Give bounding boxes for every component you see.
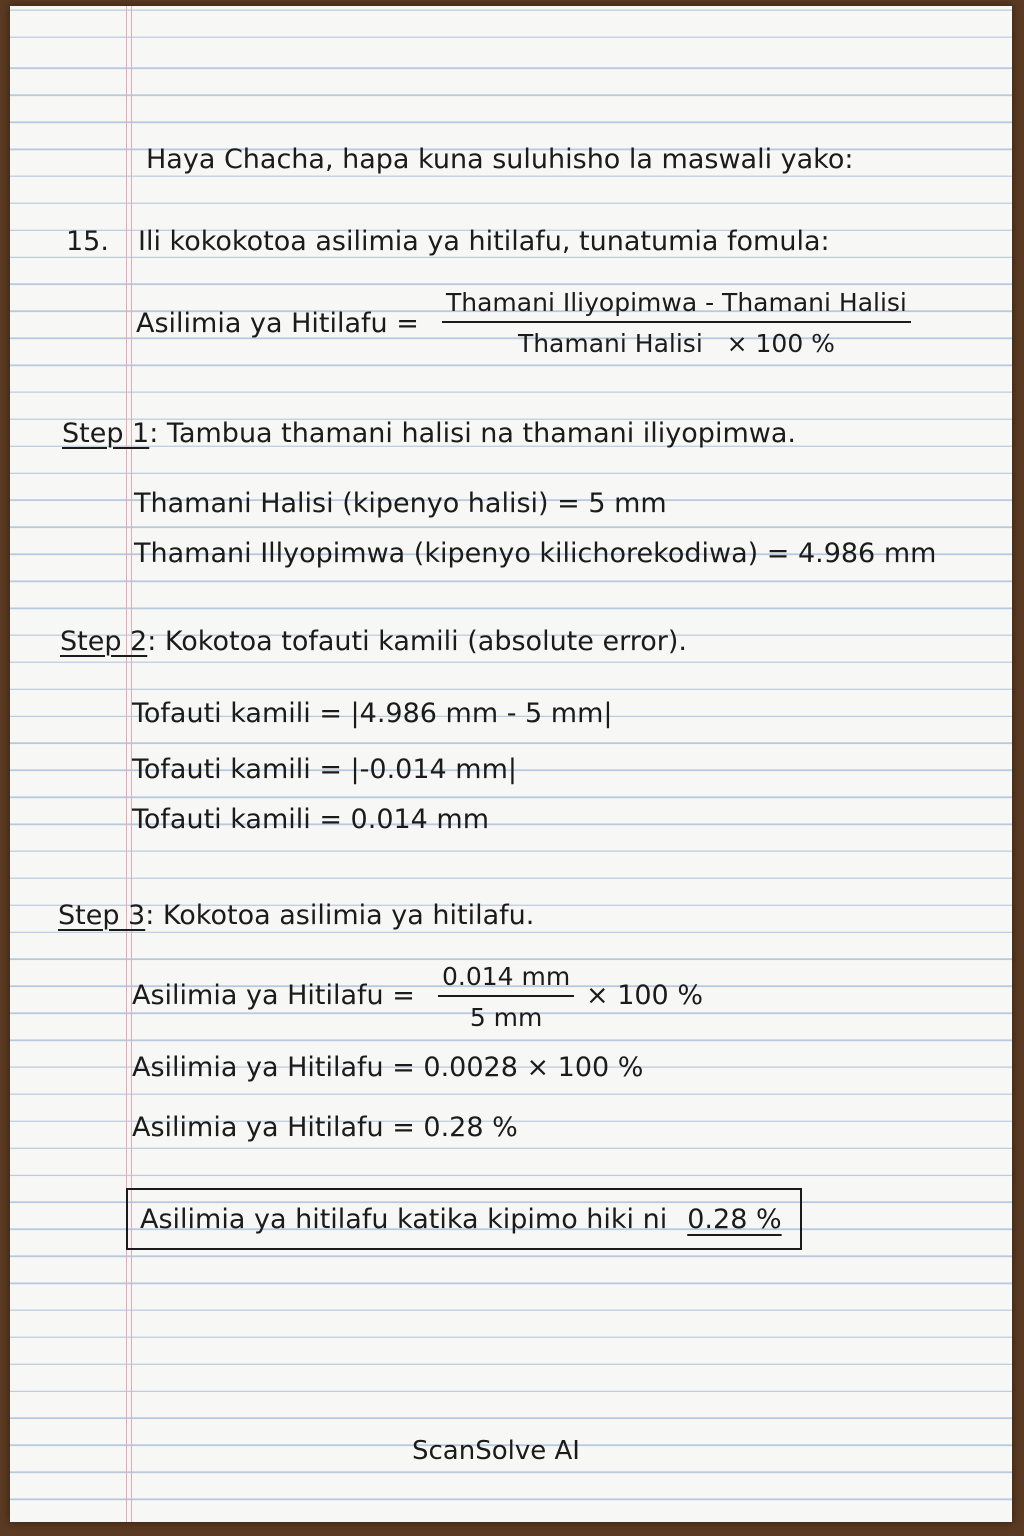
step3-line: Asilimia ya Hitilafu = 0.28 % (132, 1112, 518, 1143)
step3-numerator: 0.014 mm (438, 962, 574, 997)
step1-title: : Tambua thamani halisi na thamani iliyopimwa. (149, 418, 796, 449)
step2-heading (60, 628, 687, 655)
step3-title: : Kokotoa asilimia ya hitilafu. (145, 900, 535, 931)
formula-denominator: Thamani Halisi (517, 329, 703, 358)
step3-line: Asilimia ya Hitilafu = 0.0028 × 100 % (132, 1052, 644, 1083)
step2-line: Tofauti kamili = |-0.014 mm| (132, 754, 517, 785)
step1-heading (62, 420, 796, 447)
final-answer-text: Asilimia ya hitilafu katika kipimo hiki ni (140, 1203, 668, 1235)
margin-line (126, 6, 127, 1522)
formula-numerator: Thamani Iliyopimwa - Thamani Halisi (442, 288, 911, 323)
formula-multiplier: × 100 % (726, 329, 835, 358)
step1-label: Step 1 (62, 418, 150, 449)
step2-label: Step 2 (60, 626, 148, 657)
formula-denominator-row (518, 323, 835, 358)
formula-fraction (442, 288, 911, 358)
step3-fraction (438, 962, 574, 1032)
step3-multiplier: × 100 % (586, 980, 703, 1011)
step1-line: Thamani Illyopimwa (kipenyo kilichorekodiwa) = 4.986 mm (134, 538, 937, 569)
step3-calc-lhs: Asilimia ya Hitilafu = (132, 980, 415, 1011)
formula-lhs: Asilimia ya Hitilafu = (136, 308, 419, 339)
step2-title: : Kokotoa tofauti kamili (absolute error). (147, 626, 687, 657)
question-intro: Ili kokokotoa asilimia ya hitilafu, tunatumia fomula: (138, 226, 830, 257)
step2-line: Tofauti kamili = 0.014 mm (132, 804, 490, 835)
step2-line: Tofauti kamili = |4.986 mm - 5 mm| (132, 698, 613, 729)
step3-heading (58, 902, 534, 929)
step3-denominator: 5 mm (469, 1003, 543, 1032)
greeting: Haya Chacha, hapa kuna suluhisho la maswali yako: (146, 144, 854, 175)
notebook-page (10, 6, 1012, 1522)
step3-label: Step 3 (58, 900, 146, 931)
final-answer-value: 0.28 % (687, 1203, 782, 1235)
final-answer-box (126, 1188, 802, 1250)
question-number: 15. (66, 226, 109, 257)
step1-line: Thamani Halisi (kipenyo halisi) = 5 mm (134, 488, 667, 519)
footer-brand: ScanSolve AI (412, 1436, 580, 1466)
